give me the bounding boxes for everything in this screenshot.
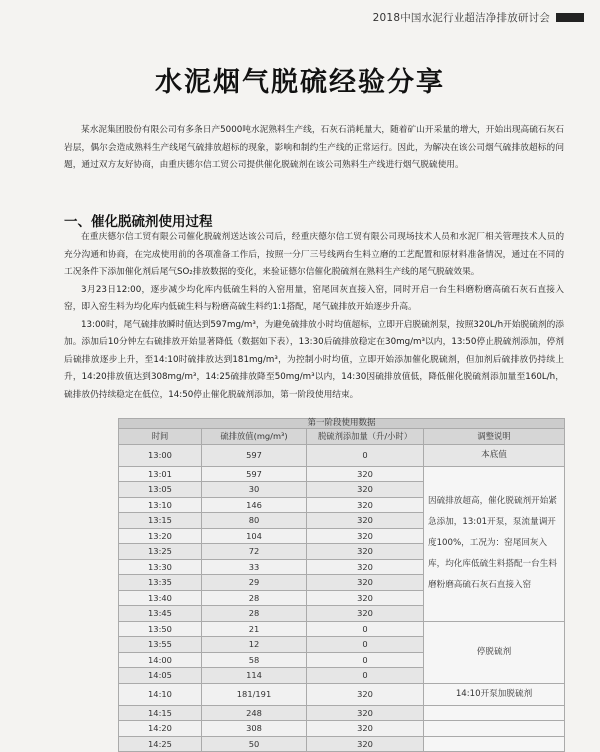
cell-so2-value: 28 — [202, 590, 307, 606]
cell-so2-value: 33 — [202, 559, 307, 575]
cell-dosage: 320 — [307, 544, 424, 560]
cell-so2-value: 104 — [202, 528, 307, 544]
journal-title: 2018中国水泥行业超洁净排放研讨会 — [372, 12, 550, 24]
cell-so2-value: 308 — [202, 721, 307, 737]
table-body — [119, 444, 565, 752]
cell-dosage: 0 — [307, 444, 424, 466]
cell-time: 14:25 — [119, 736, 202, 752]
cell-dosage: 320 — [307, 466, 424, 482]
cell-dosage: 320 — [307, 482, 424, 498]
cell-adjustment-note-empty — [424, 721, 565, 737]
col-header-time: 时间 — [119, 429, 202, 445]
cell-so2-value: 80 — [202, 513, 307, 529]
cell-so2-value: 58 — [202, 652, 307, 668]
cell-time: 13:40 — [119, 590, 202, 606]
section-heading: 一、催化脱硫剂使用过程 — [64, 214, 213, 230]
col-header-notes: 调整说明 — [424, 429, 565, 445]
paragraph-2: 3月23日12:00，逐步减少均化库内低硫生料的入窑用量，窑尾回灰直接入窑，同时开启一台生料磨粉磨高硫石灰石直接入窑，即入窑生料为均化库内低硫生料与粉磨高硫生料约1:1搭配，尾气硫排放开始逐步升高。 — [64, 284, 564, 312]
cell-time: 14:15 — [119, 705, 202, 721]
cell-so2-value: 28 — [202, 606, 307, 622]
cell-time: 14:20 — [119, 721, 202, 737]
cell-dosage: 0 — [307, 668, 424, 684]
cell-so2-value: 597 — [202, 444, 307, 466]
paragraph-1: 在重庆德尔信工贸有限公司催化脱硫剂送达该公司后，经重庆德尔信工贸有限公司现场技术人员和水泥厂相关管理技术人员的充分沟通和协商，在完成使用前的各项准备工作后，按照一分厂三号线两台生料立磨的工艺配置和原材料准备情况，通过在不同的工况条件下添加催化剂后尾气SO₂排放数据的变化，来验证德尔信催化脱硫剂在熟料生产线的尾气脱硫效果。 — [64, 232, 564, 277]
cell-adjustment-note: 本底值 — [424, 444, 565, 466]
col-header-dosage: 脱硫剂添加量（升/小时） — [307, 429, 424, 445]
cell-adjustment-note: 14:10开泵加脱硫剂 — [424, 683, 565, 705]
cell-so2-value: 146 — [202, 497, 307, 513]
cell-time: 14:10 — [119, 683, 202, 705]
cell-time: 13:30 — [119, 559, 202, 575]
col-header-so2: 硫排放值(mg/m³) — [202, 429, 307, 445]
cell-so2-value: 29 — [202, 575, 307, 591]
article-title: 水泥烟气脱硫经验分享 — [155, 67, 445, 98]
header-bar-decoration — [556, 13, 584, 22]
cell-so2-value: 50 — [202, 736, 307, 752]
cell-dosage: 0 — [307, 621, 424, 637]
cell-dosage: 320 — [307, 575, 424, 591]
cell-so2-value: 21 — [202, 621, 307, 637]
cell-adjustment-note-empty — [424, 705, 565, 721]
cell-time: 13:45 — [119, 606, 202, 622]
cell-dosage: 320 — [307, 513, 424, 529]
cell-so2-value: 12 — [202, 637, 307, 653]
intro-paragraph: 某水泥集团股份有限公司有多条日产5000吨水泥熟料生产线，石灰石消耗量大，随着矿山开采量的增大，开始出现高硫石灰石岩层，偶尔会造成熟料生产线尾气硫排放超标的现象，影响和制约生产线的正常运行。因此，为解决在该公司烟气硫排放超标的问题，通过双方友好协商，由重庆德尔信工贸公司提供催化脱硫剂在该公司熟料生产线进行烟气脱硫使用。 — [64, 125, 564, 170]
cell-so2-value: 114 — [202, 668, 307, 684]
intro-block — [64, 122, 564, 175]
cell-time: 13:00 — [119, 444, 202, 466]
section-body — [64, 229, 564, 404]
cell-dosage: 320 — [307, 497, 424, 513]
cell-dosage: 320 — [307, 559, 424, 575]
cell-dosage: 0 — [307, 652, 424, 668]
cell-time: 13:10 — [119, 497, 202, 513]
cell-time: 13:05 — [119, 482, 202, 498]
cell-adjustment-note: 停脱硫剂 — [424, 621, 565, 683]
stage-one-data-table — [118, 418, 565, 752]
cell-time: 14:05 — [119, 668, 202, 684]
table-row — [119, 705, 565, 721]
table-row — [119, 683, 565, 705]
cell-dosage: 320 — [307, 590, 424, 606]
cell-dosage: 320 — [307, 721, 424, 737]
cell-time: 13:25 — [119, 544, 202, 560]
cell-so2-value: 597 — [202, 466, 307, 482]
cell-time: 13:01 — [119, 466, 202, 482]
cell-so2-value: 181/191 — [202, 683, 307, 705]
table-row — [119, 736, 565, 752]
cell-dosage: 320 — [307, 606, 424, 622]
cell-so2-value: 248 — [202, 705, 307, 721]
cell-adjustment-note: 因硫排放超高，催化脱硫剂开始紧急添加，13:01开泵，泵流量调开度100%，工况为：窑尾回灰入库，均化库低硫生料搭配一台生料磨粉磨高硫石灰石直接入窑 — [424, 466, 565, 621]
cell-dosage: 320 — [307, 683, 424, 705]
cell-time: 13:20 — [119, 528, 202, 544]
cell-dosage: 0 — [307, 637, 424, 653]
cell-dosage: 320 — [307, 528, 424, 544]
cell-time: 13:50 — [119, 621, 202, 637]
cell-so2-value: 30 — [202, 482, 307, 498]
table-row — [119, 621, 565, 637]
paragraph-3: 13:00时，尾气硫排放瞬时值达到597mg/m³，为避免硫排放小时均值超标，立即开启脱硫剂泵，按照320L/h开始脱硫剂的添加。添加后10分钟左右硫排放开始显著降低（数据如下表），13:30后硫排放稳定在30mg/m³以内，13:50停止脱硫剂添加，停剂后硫排放逐步上升，至14:10时硫排放达到181mg/m³，为控制小时均值，立即开始添加催化脱硫剂，但加剂后硫排放仍持续上升，14:20排放值达到308mg/m³，14:25硫排放降至50mg/m³以内，14:30因硫排放值低，降低催化脱硫剂添加量至160L/h，硫排放仍持续稳定在低位，14:50停止催化脱硫剂添加，第一阶段使用结束。 — [64, 319, 564, 400]
cell-so2-value: 72 — [202, 544, 307, 560]
table-row — [119, 444, 565, 466]
page-header — [373, 10, 584, 25]
cell-dosage: 320 — [307, 736, 424, 752]
cell-time: 13:15 — [119, 513, 202, 529]
table-row — [119, 466, 565, 482]
cell-adjustment-note-empty — [424, 736, 565, 752]
table-caption: 第一阶段使用数据 — [119, 419, 565, 429]
cell-dosage: 320 — [307, 705, 424, 721]
table-row — [119, 721, 565, 737]
cell-time: 14:00 — [119, 652, 202, 668]
cell-time: 13:55 — [119, 637, 202, 653]
cell-time: 13:35 — [119, 575, 202, 591]
